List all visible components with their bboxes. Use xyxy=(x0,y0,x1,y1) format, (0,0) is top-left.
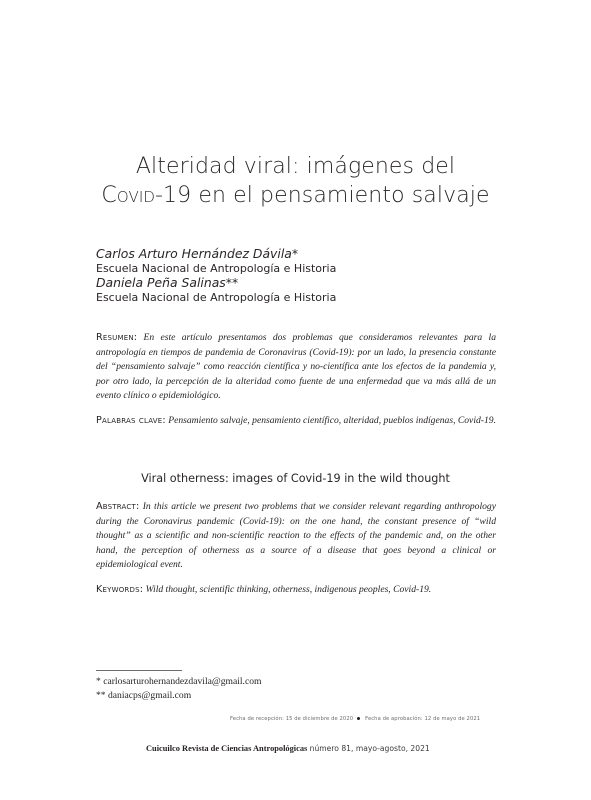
footnote-1: * carlosarturohernandezdavila@gmail.com xyxy=(96,676,262,687)
author-2-name: Daniela Peña Salinas** xyxy=(96,275,239,290)
keywords-text: Wild thought, scientific thinking, otherness, indigenous peoples, Covid-19. xyxy=(145,584,432,595)
palabras-clave-text: Pensamiento salvaje, pensamiento científico, alteridad, pueblos indígenas, Covid-19. xyxy=(168,415,496,426)
author-1-affiliation: Escuela Nacional de Antropología e Historia xyxy=(96,262,337,275)
journal-issue: número 81, mayo-agosto, 2021 xyxy=(309,744,430,753)
article-title-line-1: Alteridad viral: imágenes del xyxy=(135,154,456,179)
journal-footer xyxy=(146,743,430,753)
abstract-label: Abstract: xyxy=(96,501,140,512)
title-covid-smallcaps: ovid xyxy=(116,183,155,208)
resumen-paragraph xyxy=(96,331,496,404)
resumen-label: Resumen: xyxy=(96,332,138,343)
author-2-affiliation: Escuela Nacional de Antropología e Historia xyxy=(96,291,337,304)
date-received: Fecha de recepción: 15 de diciembre de 2020 xyxy=(230,716,354,722)
publication-dates xyxy=(230,716,480,722)
article-title xyxy=(0,152,591,210)
title-line-2-rest: -19 en el pensamiento salvaje xyxy=(155,183,490,208)
title-covid-initial: C xyxy=(101,183,117,208)
palabras-clave-paragraph xyxy=(96,414,496,429)
keywords-paragraph xyxy=(96,583,496,598)
abstract-text: In this article we present two problems that we consider relevant regarding anthropology during the Coronavirus pandemic (Covid-19): on the one hand, the constant presence of “wild thought” as a scientific and non-scientific reaction to the effects of the pandemic and, on the other hand, the perception of otherness as a source of a disease that goes beyond a clinical or epidemiological event. xyxy=(96,501,496,571)
author-1-name: Carlos Arturo Hernández Dávila* xyxy=(96,246,299,261)
keywords-label: Keywords: xyxy=(96,584,144,595)
abstract-paragraph xyxy=(96,500,496,573)
resumen-text: En este artículo presentamos dos problemas que consideramos relevantes para la antropología en tiempos de pandemia de Coronavirus (Covid-19): por un lado, la presencia constante del “pensamiento salvaje” como reacción científica y no-científica ante los efectos de la pandemia y, por otro lado, la percepción de la alteridad como fuente de una enfermedad que va más allá de un evento clínico o epidemiológico. xyxy=(96,332,496,402)
bullet-separator xyxy=(357,717,360,720)
footnote-2: ** daniacps@gmail.com xyxy=(96,690,192,701)
article-title-line-2 xyxy=(0,181,591,210)
date-approved: Fecha de aprobación: 12 de mayo de 2021 xyxy=(365,716,481,722)
english-title: Viral otherness: images of Covid-19 in the wild thought xyxy=(141,472,450,485)
journal-name: Cuicuilco Revista de Ciencias Antropológicas xyxy=(146,744,308,753)
footnote-divider xyxy=(96,670,182,671)
palabras-clave-label: Palabras clave: xyxy=(96,415,166,426)
